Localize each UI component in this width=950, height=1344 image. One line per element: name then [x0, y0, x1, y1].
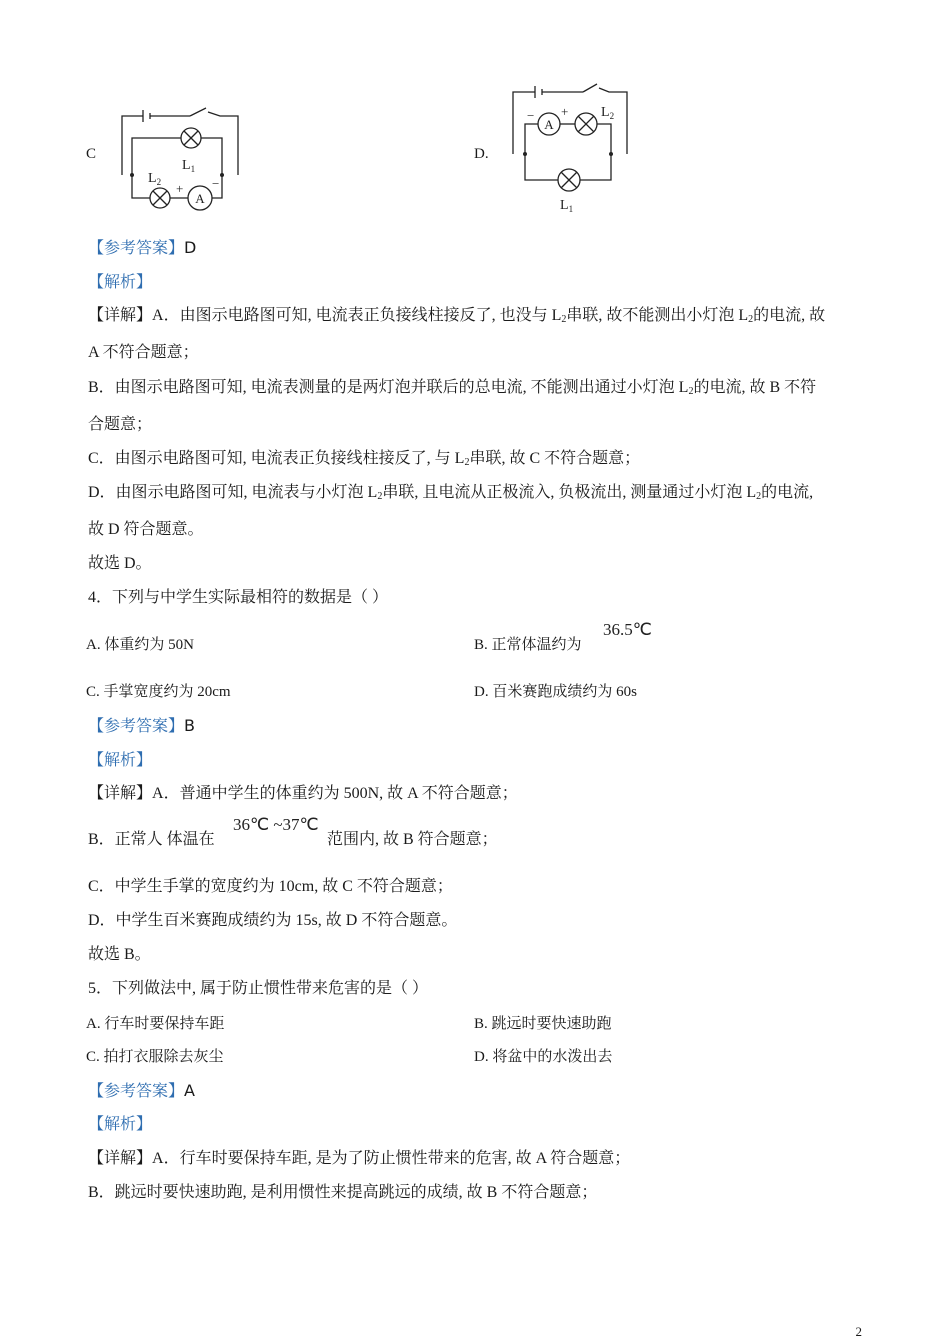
circuit-diagram-c — [110, 100, 245, 218]
q4-conclusion: 故选 B。 — [88, 946, 151, 963]
q3-detail-d-line1 — [88, 482, 813, 508]
detail-text: 的电流, — [761, 484, 814, 501]
q5-option-b: B. 跳远时要快速助跑 — [474, 1016, 612, 1032]
ammeter-minus-c: − — [212, 176, 220, 191]
option-d-label: D. — [474, 146, 489, 162]
detail-text: C．由图示电路图可知, 电流表正负接线柱接反了, 与 L — [88, 450, 465, 467]
q4-detail-b-range: 36℃ ~37℃ — [233, 815, 319, 834]
q4-option-b-value: 36.5℃ — [603, 620, 652, 639]
detail-text: 的电流, 故 — [753, 307, 826, 324]
q5-option-c: C. 拍打衣服除去灰尘 — [86, 1049, 224, 1065]
detail-text: A．行车时要保持车距, 是为了防止惯性带来的危害, 故 A 符合题意； — [152, 1150, 631, 1167]
detail-text: 串联, 故 C 不符合题意； — [469, 450, 641, 467]
detail-tag: 【详解】 — [88, 1150, 153, 1167]
circuit-diagram-d — [505, 80, 635, 215]
q4-option-a: A. 体重约为 50N — [86, 637, 194, 653]
detail-text: D．由图示电路图可知, 电流表与小灯泡 L — [88, 484, 378, 501]
ammeter-minus-d: − — [527, 108, 535, 123]
detail-text: 串联, 故不能测出小灯泡 L — [566, 307, 749, 324]
analysis-tag: 【解析】 — [88, 274, 153, 291]
q5-detail-b: B．跳远时要快速助跑, 是利用惯性来提高跳远的成绩, 故 B 不符合题意； — [88, 1184, 598, 1201]
q4-option-d: D. 百米赛跑成绩约为 60s — [474, 684, 637, 700]
q5-stem: 5．下列做法中, 属于防止惯性带来危害的是（ ） — [88, 980, 429, 997]
ammeter-plus-d: + — [561, 104, 569, 119]
q4-detail-d: D．中学生百米赛跑成绩约为 15s, 故 D 不符合题意。 — [88, 912, 458, 929]
subscript: 2 — [756, 491, 762, 502]
q5-option-a: A. 行车时要保持车距 — [86, 1016, 225, 1032]
lamp2-label-d: $L_2$ — [601, 105, 615, 121]
q4-stem: 4．下列与中学生实际最相符的数据是（ ） — [88, 589, 389, 606]
subscript: 2 — [464, 457, 470, 468]
lamp1-label-c: $L_1$ — [182, 158, 196, 174]
lamp1-label-d: $L_1$ — [560, 198, 574, 214]
lamp2-label-c: $L_2$ — [148, 171, 162, 187]
q3-detail-c — [88, 448, 640, 474]
q3-answer-line — [88, 237, 196, 260]
q4-answer-line — [88, 715, 195, 738]
answer-tag: 【参考答案】 — [88, 1083, 185, 1100]
subscript: 2 — [561, 314, 567, 325]
ammeter-label-c: A — [195, 191, 205, 206]
q4-detail-a — [88, 783, 518, 805]
q3-detail-a-line2: A 不符合题意； — [88, 344, 199, 361]
q4-option-b: B. 正常体温约为 — [474, 637, 582, 653]
analysis-tag: 【解析】 — [88, 1116, 153, 1133]
answer-value: B — [184, 716, 195, 735]
detail-text: 串联, 且电流从正极流入, 负极流出, 测量通过小灯泡 L — [382, 484, 757, 501]
detail-text: A．普通中学生的体重约为 500N, 故 A 不符合题意； — [152, 785, 518, 802]
q4-detail-b-end: 范围内, 故 B 符合题意； — [327, 831, 498, 848]
detail-text: B．由图示电路图可知, 电流表测量的是两灯泡并联后的总电流, 不能测出通过小灯泡 L — [88, 379, 689, 396]
answer-value: A — [184, 1081, 195, 1100]
subscript: 2 — [377, 491, 383, 502]
ammeter-plus-c: + — [176, 181, 184, 196]
answer-value: D — [184, 238, 197, 257]
q3-conclusion: 故选 D。 — [88, 555, 152, 572]
q3-detail-a-line1 — [88, 305, 825, 331]
q5-answer-line — [88, 1080, 195, 1103]
detail-tag: 【详解】 — [88, 307, 153, 324]
page-number: 2 — [855, 1324, 862, 1339]
q4-detail-c: C．中学生手掌的宽度约为 10cm, 故 C 不符合题意； — [88, 878, 453, 895]
subscript: 2 — [748, 314, 754, 325]
detail-text: A．由图示电路图可知, 电流表正负接线柱接反了, 也没与 L — [152, 307, 562, 324]
detail-text: 的电流, 故 B 不符 — [693, 379, 817, 396]
q3-detail-d-line2: 故 D 符合题意。 — [88, 521, 204, 538]
q4-option-c: C. 手掌宽度约为 20cm — [86, 684, 231, 700]
q5-option-d: D. 将盆中的水泼出去 — [474, 1049, 613, 1065]
option-c-label: C — [86, 146, 97, 162]
answer-tag: 【参考答案】 — [88, 240, 185, 257]
q5-detail-a — [88, 1148, 630, 1170]
q4-detail-b-pre: B．正常人 体温在 — [88, 831, 215, 848]
analysis-tag: 【解析】 — [88, 752, 153, 769]
q3-detail-b-line2: 合题意； — [88, 416, 153, 433]
ammeter-label-d: A — [544, 117, 554, 132]
subscript: 2 — [688, 386, 694, 397]
answer-tag: 【参考答案】 — [88, 718, 185, 735]
detail-tag: 【详解】 — [88, 785, 153, 802]
q3-detail-b-line1 — [88, 377, 816, 403]
